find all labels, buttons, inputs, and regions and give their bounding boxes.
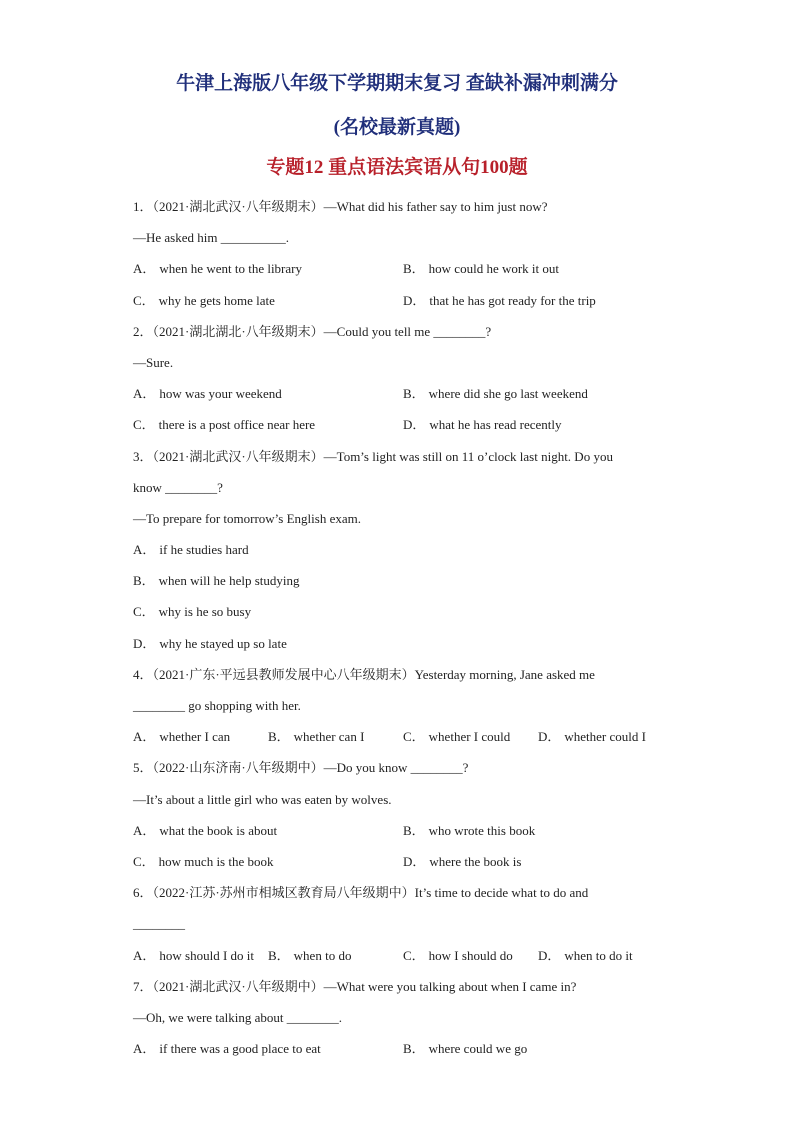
document-subtitle: (名校最新真题) (333, 117, 461, 138)
question-text-line: 1．（2021·湖北武汉·八年级期末）—What did his father say to him just now? (133, 199, 548, 214)
answer-option (403, 821, 673, 852)
option-text: whether could I (564, 729, 646, 745)
answer-options-row (133, 384, 673, 415)
option-text: why is he so busy (158, 604, 252, 620)
answer-option (403, 415, 673, 446)
option-label: B． (268, 729, 290, 745)
question-text-line: 5．（2022·山东济南·八年级期中）—Do you know ________? (133, 760, 469, 776)
option-label: D． (403, 292, 426, 308)
option-label: A． (133, 542, 156, 558)
option-text: where did she go last weekend (428, 386, 588, 402)
option-text: where the book is (429, 853, 522, 869)
answer-option (403, 259, 673, 290)
question-text-line: —To prepare for tomorrow’s English exam. (133, 510, 361, 526)
answer-option (133, 852, 403, 883)
option-label: A． (133, 261, 156, 277)
option-text: how was your weekend (159, 386, 282, 402)
question-text-line: —Oh, we were talking about ________. (133, 1009, 343, 1025)
answer-option (133, 821, 403, 852)
answer-option (133, 384, 403, 415)
option-text: when will he help studying (158, 573, 300, 589)
question-text-line: know ________? (133, 479, 223, 495)
option-label: D． (403, 417, 426, 433)
option-label: A． (133, 729, 156, 745)
option-text: whether can I (293, 729, 365, 745)
question-text-line: —He asked him __________. (133, 230, 289, 246)
option-text: where could we go (428, 1041, 528, 1057)
question-text-line: 7．（2021·湖北武汉·八年级期中）—What were you talking about when I came in? (133, 978, 577, 994)
option-label: D． (538, 729, 561, 745)
answer-options-row (133, 727, 673, 758)
answer-option (133, 540, 673, 571)
option-label: A． (133, 822, 156, 838)
question-text-line: ________ (133, 916, 185, 932)
option-label: B． (133, 573, 155, 589)
answer-option (538, 727, 673, 758)
answer-option (403, 852, 673, 883)
topic-title: 专题12 重点语法宾语从句100题 (266, 157, 528, 178)
option-text: why he gets home late (158, 292, 275, 308)
option-text: how should I do it (159, 947, 255, 963)
option-label: B． (268, 947, 290, 963)
option-label: C． (403, 947, 425, 963)
option-text: that he has got ready for the trip (429, 292, 596, 308)
option-label: C． (133, 604, 155, 620)
answer-option (403, 946, 538, 977)
question-text-line: 4．（2021·广东·平远县教师发展中心八年级期末）Yesterday morning, Jane asked me (133, 666, 595, 682)
option-text: if there was a good place to eat (159, 1041, 321, 1057)
answer-option (538, 946, 673, 977)
option-label: C． (133, 853, 155, 869)
answer-option (133, 634, 673, 665)
answer-option (133, 727, 268, 758)
option-text: what he has read recently (429, 417, 562, 433)
option-label: C． (133, 292, 155, 308)
answer-options-row (133, 821, 673, 852)
option-label: D． (403, 853, 426, 869)
option-text: how much is the book (158, 853, 274, 869)
answer-option (133, 259, 403, 290)
answer-option (403, 291, 673, 322)
answer-options-row (133, 1039, 673, 1070)
option-label: A． (133, 947, 156, 963)
answer-option (133, 291, 403, 322)
question-text-line: 6．（2022·江苏·苏州市相城区教育局八年级期中）It’s time to decide what to do and (133, 885, 589, 901)
option-text: there is a post office near here (158, 417, 316, 433)
option-label: B． (403, 1041, 425, 1057)
option-label: C． (133, 417, 155, 433)
answer-options-row (133, 259, 673, 290)
option-text: how I should do (428, 947, 513, 963)
option-label: B． (403, 386, 425, 402)
option-text: whether I could (428, 729, 511, 745)
option-label: D． (538, 947, 561, 963)
question-text-line: —Sure. (133, 354, 174, 370)
option-label: C． (403, 729, 425, 745)
answer-options-row (133, 415, 673, 446)
question-list (133, 197, 673, 1070)
answer-option (133, 946, 268, 977)
option-text: when to do (293, 947, 352, 963)
answer-option (268, 946, 403, 977)
option-text: why he stayed up so late (159, 635, 287, 651)
answer-option (133, 602, 673, 633)
option-text: when to do it (564, 947, 633, 963)
option-label: A． (133, 386, 156, 402)
question-text-line: 3．（2021·湖北武汉·八年级期末）—Tom’s light was still on 11 o’clock last night. Do you (133, 448, 613, 464)
question-text-line: 2．（2021·湖北湖北·八年级期末）—Could you tell me ________? (133, 323, 492, 339)
question-text-line: ________ go shopping with her. (133, 698, 301, 713)
answer-option (133, 1039, 403, 1070)
option-text: who wrote this book (428, 822, 536, 838)
document-title: 牛津上海版八年级下学期期末复习 查缺补漏冲刺满分 (176, 73, 618, 94)
option-label: D． (133, 635, 156, 651)
answer-option (268, 727, 403, 758)
answer-option (403, 1039, 673, 1070)
answer-option (133, 571, 673, 602)
option-text: when he went to the library (159, 261, 302, 277)
option-text: how could he work it out (428, 261, 560, 277)
option-text: whether I can (159, 729, 231, 745)
option-label: B． (403, 822, 425, 838)
question-text-line: —It’s about a little girl who was eaten by wolves. (133, 791, 392, 807)
answer-options-row (133, 291, 673, 322)
option-label: A． (133, 1041, 156, 1057)
answer-option (133, 415, 403, 446)
option-text: what the book is about (159, 822, 278, 838)
answer-options-row (133, 852, 673, 883)
answer-option (403, 727, 538, 758)
answer-options-row (133, 946, 673, 977)
answer-option (403, 384, 673, 415)
option-text: if he studies hard (159, 542, 249, 558)
option-label: B． (403, 261, 425, 277)
